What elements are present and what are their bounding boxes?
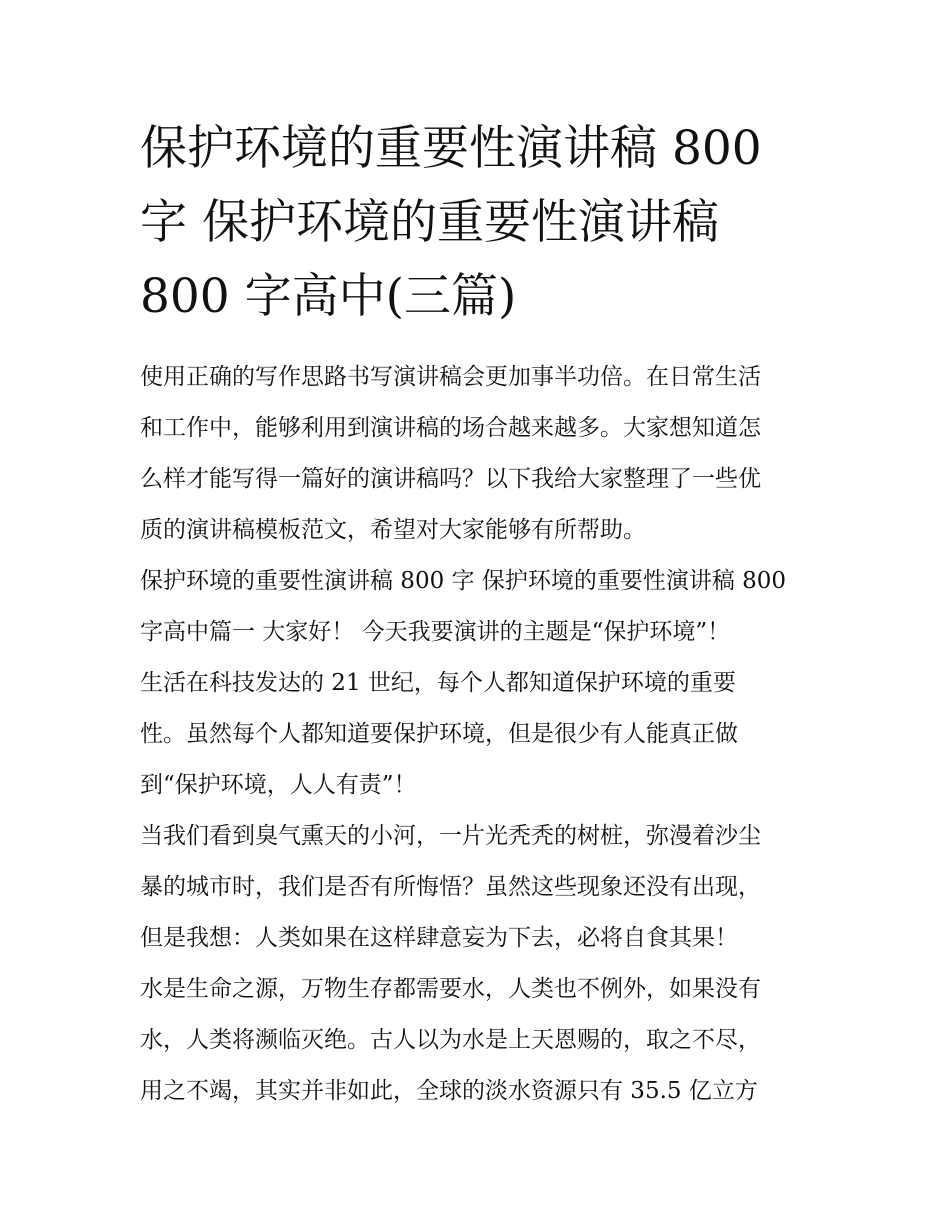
document-body	[140, 352, 820, 1117]
body-line: 质的演讲稿模板范文，希望对大家能够有所帮助。	[140, 517, 646, 543]
body-line: 么样才能写得一篇好的演讲稿吗？以下我给大家整理了一些优	[140, 466, 761, 492]
title-line: 保护环境的重要性演讲稿 800	[140, 121, 762, 176]
body-line: 到“保护环境，人人有责”！	[140, 772, 417, 798]
body-line: 性。虽然每个人都知道要保护环境，但是很少有人能真正做	[140, 721, 738, 747]
body-line: 当我们看到臭气熏天的小河，一片光秃秃的树桩，弥漫着沙尘	[140, 823, 761, 849]
body-line: 水是生命之源，万物生存都需要水，人类也不例外，如果没有	[140, 976, 761, 1002]
body-line: 暴的城市时，我们是否有所悔悟？虽然这些现象还没有出现，	[140, 874, 761, 900]
body-line: 使用正确的写作思路书写演讲稿会更加事半功倍。在日常生活	[140, 364, 761, 390]
body-line: 但是我想：人类如果在这样肆意妄为下去，必将自食其果！	[140, 925, 738, 951]
body-line: 用之不竭，其实并非如此，全球的淡水资源只有 35.5 亿立方	[140, 1078, 758, 1104]
body-line: 水，人类将濒临灭绝。古人以为水是上天恩赐的，取之不尽，	[140, 1027, 761, 1053]
body-line: 保护环境的重要性演讲稿 800 字 保护环境的重要性演讲稿 800	[140, 568, 787, 594]
document-title	[140, 112, 840, 334]
title-line: 字 保护环境的重要性演讲稿	[140, 195, 719, 250]
title-line: 800 字高中(三篇)	[140, 269, 517, 324]
body-line: 和工作中，能够利用到演讲稿的场合越来越多。大家想知道怎	[140, 415, 761, 441]
body-line: 生活在科技发达的 21 世纪，每个人都知道保护环境的重要	[140, 670, 736, 696]
body-line: 字高中篇一 大家好！ 今天我要演讲的主题是“保护环境”！	[140, 619, 731, 645]
